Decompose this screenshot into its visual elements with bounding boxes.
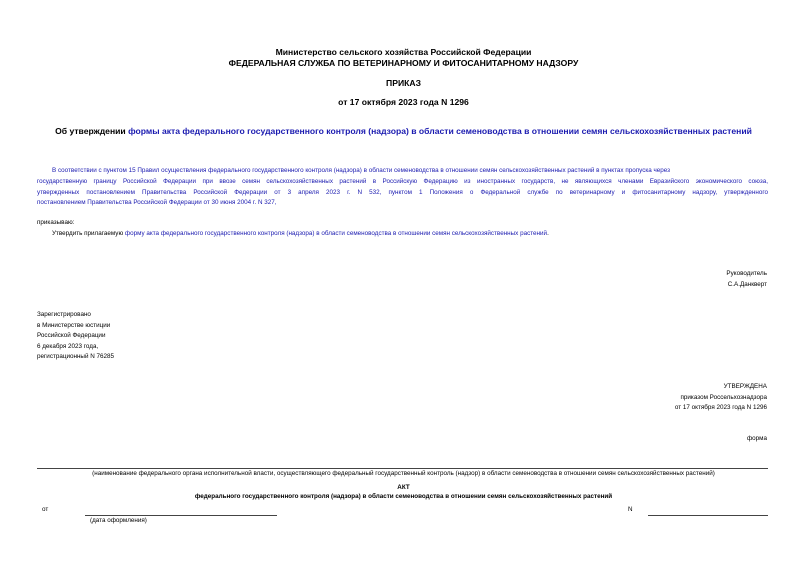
act-title: АКТ [397,484,410,491]
page-title [0,126,807,136]
title-prefix: Об утверждении [55,126,129,136]
order-word: приказываю: [37,219,75,226]
registration-line-2: в Министерстве юстиции [37,322,111,329]
approval-line-2: приказом Россельхознадзора [680,394,767,401]
document-type: ПРИКАЗ [386,78,421,88]
title-form-link[interactable]: формы акта федерального государственного контроля (надзора) в области семеноводства в отношении семян сельскохозяйственных растений [128,126,752,136]
order-text-prefix: Утвердить прилагаемую [52,230,125,237]
approval-line-3: от 17 октября 2023 года N 1296 [674,404,767,411]
act-subtitle: федерального государственного контроля (надзора) в области семеноводства в отношении семян сельскохозяйственных растений [194,493,613,500]
preamble-link-1[interactable]: В соответствии с пунктом 15 Правил осуществления федерального государственного контроля (надзора) в области семеноводства в отношении семян сельскохозяйственных растений в пунктах пропуска через [52,167,671,174]
service-name: ФЕДЕРАЛЬНАЯ СЛУЖБА ПО ВЕТЕРИНАРНОМУ И ФИТОСАНИТАРНОМУ НАДЗОРУ [228,58,579,68]
org-name-caption: (наименование федерального органа исполнительной власти, осуществляющего федеральный государственный контроль (надзор) в области семеноводства в отношении семян сельскохозяйственных растений) [92,470,715,477]
from-label: от [42,506,49,513]
signature-position: Руководитель [726,270,767,277]
org-name-line [37,468,768,469]
document-date-number: от 17 октября 2023 года N 1296 [338,97,469,107]
registration-line-1: Зарегистрировано [37,311,91,318]
registration-line-5: регистрационный N 76285 [37,353,115,360]
form-label: форма [746,435,767,442]
order-text [52,229,549,240]
date-line [85,515,277,516]
preamble-link-3[interactable]: утвержденных постановлением Правительства Российской Федерации от 3 апреля 2023 г. N 532, пунктом 1 Положения о Федеральной службе по ветеринарному и фитосанитарному надзору, утвержденного [37,189,768,196]
preamble-line-2 [37,177,768,188]
registration-line-3: Российской Федерации [37,332,106,339]
order-text-suffix: . [547,230,549,237]
order-form-link[interactable]: форму акта федерального государственного контроля (надзора) в области семеноводства в отношении семян сельскохозяйственных растений [124,230,548,237]
registration-line-4: 6 декабря 2023 года, [37,343,99,350]
signature-name: С.А.Данкверт [727,281,767,288]
preamble-link-2[interactable]: государственную границу Российской Федерации при ввозе семян сельскохозяйственных растений в Российскую Федерацию из иностранных государств, не являющихся членами Евразийского экономического союза, [37,178,768,185]
number-line [648,515,768,516]
approval-line-1: УТВЕРЖДЕНА [723,383,767,390]
preamble-link-4[interactable]: постановлением Правительства Российской Федерации от 30 июня 2004 г. N 327, [37,199,277,206]
preamble-line-1 [52,166,670,177]
number-label: N [628,506,633,513]
date-caption: (дата оформления) [90,517,147,524]
preamble-line-4 [37,198,277,209]
preamble-line-3 [37,188,768,199]
ministry-name: Министерство сельского хозяйства Российской Федерации [275,47,532,57]
